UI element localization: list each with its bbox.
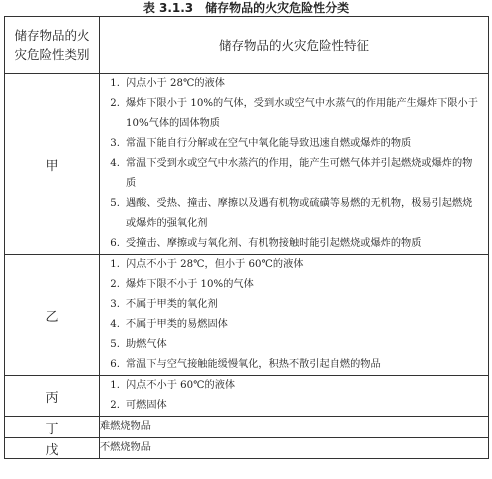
feature-item-number: 2. (110, 400, 120, 411)
feature-item (100, 74, 488, 94)
feature-item (100, 134, 488, 154)
feature-item-number: 6. (110, 238, 120, 249)
feature-item-text: 常温下与空气接触能缓慢氧化，积热不散引起自燃的物品 (126, 359, 381, 370)
header-features-cell: 储存物品的火灾危险性特征 (100, 17, 489, 74)
feature-item (100, 335, 488, 355)
feature-item-number: 3. (110, 299, 120, 310)
feature-item (100, 396, 488, 416)
table-caption: 表 3.1.3 储存物品的火灾危险性分类 (142, 1, 350, 15)
feature-item-number: 2. (110, 98, 120, 109)
feature-item-number: 1. (110, 78, 120, 89)
table-header-row (5, 17, 489, 74)
feature-item-text: 爆炸下限小于 10%的气体，受到水或空气中水蒸气的作用能产生爆炸下限小于 10%气体的固体物质 (126, 98, 478, 129)
feature-item-number: 5. (110, 339, 120, 350)
category-cell-bing: 丙 (5, 376, 100, 417)
table-row-wu (5, 438, 489, 459)
feature-item-text: 不属于甲类的氧化剂 (126, 299, 218, 310)
table-row-ding (5, 417, 489, 438)
feature-item (100, 355, 488, 375)
table-row-jia (5, 74, 489, 255)
feature-item-text: 可燃固体 (126, 400, 167, 411)
feature-item (100, 94, 488, 134)
feature-item (100, 255, 488, 275)
feature-item (100, 376, 488, 396)
features-cell-ding: 难燃烧物品 (100, 417, 489, 438)
feature-item-number: 2. (110, 279, 120, 290)
feature-item (100, 315, 488, 335)
features-cell-jia (100, 74, 489, 255)
feature-item (100, 234, 488, 254)
feature-item-number: 1. (110, 259, 120, 270)
feature-item-text: 受撞击、摩擦或与氧化剂、有机物接触时能引起燃烧或爆炸的物质 (126, 238, 422, 249)
feature-item (100, 194, 488, 234)
feature-item-text: 遇酸、受热、撞击、摩擦以及遇有机物或硫磺等易燃的无机物，极易引起燃烧或爆炸的强氧化剂 (126, 198, 473, 229)
header-category-cell (5, 17, 100, 74)
feature-item-text: 常温下受到水或空气中水蒸汽的作用，能产生可燃气体并引起燃烧或爆炸的物质 (126, 158, 473, 189)
feature-item-text: 闪点不小于 60℃的液体 (126, 380, 236, 391)
feature-item-number: 5. (110, 198, 120, 209)
features-cell-bing (100, 376, 489, 417)
category-cell-ding: 丁 (5, 417, 100, 438)
feature-item (100, 154, 488, 194)
header-category-line1: 储存物品的火 (14, 28, 90, 43)
feature-item (100, 295, 488, 315)
table-row-bing (5, 376, 489, 417)
feature-item-number: 3. (110, 138, 120, 149)
header-category-line2: 灾危险性类别 (14, 47, 90, 62)
feature-item-number: 4. (110, 158, 120, 169)
feature-item-text: 爆炸下限不小于 10%的气体 (126, 279, 254, 290)
feature-item-text: 常温下能自行分解或在空气中氧化能导致迅速自燃或爆炸的物质 (126, 138, 412, 149)
feature-item-number: 6. (110, 359, 120, 370)
feature-item-number: 1. (110, 380, 120, 391)
feature-item (100, 275, 488, 295)
feature-item-text: 闪点小于 28℃的液体 (126, 78, 225, 89)
features-cell-yi (100, 255, 489, 376)
feature-item-number: 4. (110, 319, 120, 330)
category-cell-jia: 甲 (5, 74, 100, 255)
table-row-yi (5, 255, 489, 376)
category-cell-wu: 戊 (5, 438, 100, 459)
category-cell-yi: 乙 (5, 255, 100, 376)
feature-item-text: 助燃气体 (126, 339, 167, 350)
feature-item-text: 不属于甲类的易燃固体 (126, 319, 228, 330)
feature-item-text: 闪点不小于 28℃，但小于 60℃的液体 (126, 259, 304, 270)
hazard-classification-table (4, 16, 489, 459)
features-cell-wu: 不燃烧物品 (100, 438, 489, 459)
